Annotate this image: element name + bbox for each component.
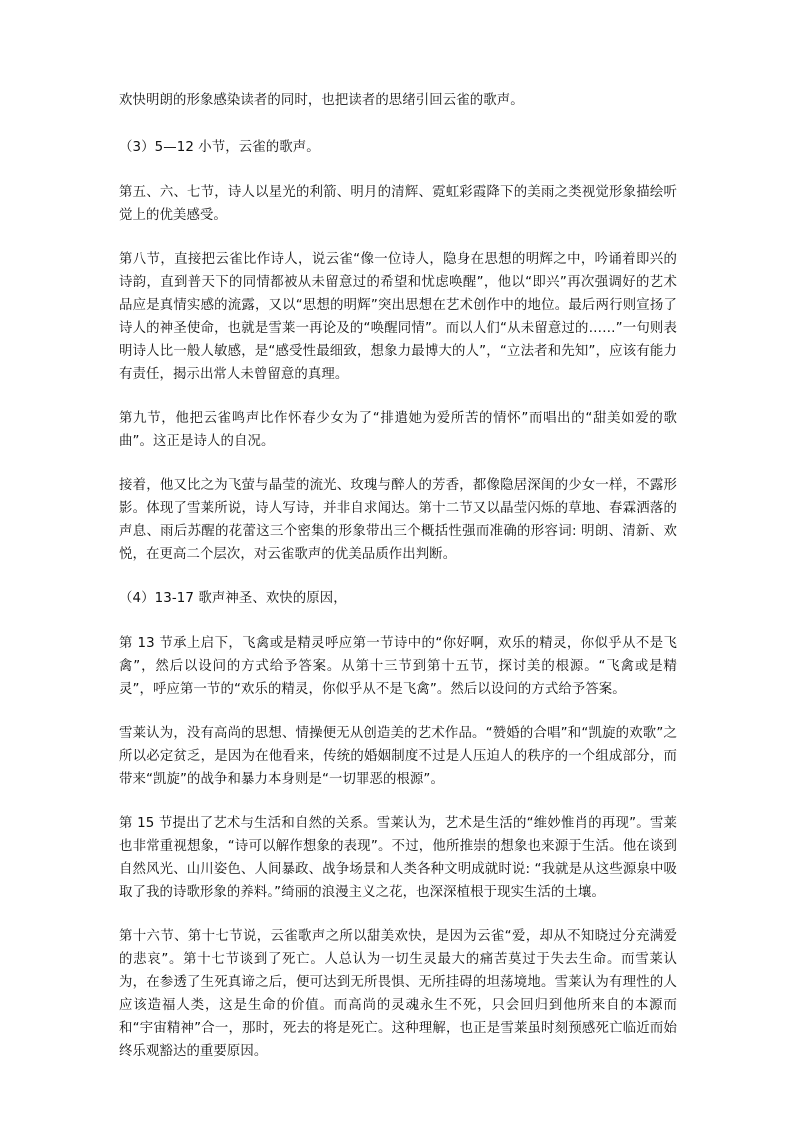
paragraph-stanza-14: 雪莱认为，没有高尚的思想、情操便无从创造美的艺术作品。“赞婚的合唱”和“凯旋的欢歌”之所以必定贫乏，是因为在他看来，传统的婚姻制度不过是人压迫人的秩序的一个组成部分，而带来“凯旋”的战争和暴力本身则是“一切罪恶的根源”。 (119, 726, 677, 787)
section-heading-4: （4）13-17 歌声神圣、欢快的原因， (119, 591, 347, 606)
paragraph-stanzas-16-17: 第十六节、第十七节说，云雀歌声之所以甜美欢快，是因为云雀“爱，却从不知晓过分充满爱的悲哀”。第十七节谈到了死亡。人总认为一切生灵最大的痛苦莫过于失去生命。而雪莱认为，在参透了生死真谛之后，便可达到无所畏惧、无所挂碍的坦荡境地。雪莱认为有理性的人应该造福人类，这是生命的价值。而高尚的灵魂永生不死，只会回归到他所来自的本源而和“宇宙精神”合一，那时，死去的将是死亡。这种理解，也正是雪莱虽时刻预感死亡临近而始终乐观豁达的重要原因。 (119, 929, 677, 1059)
paragraph-stanza-9: 第九节，他把云雀鸣声比作怀春少女为了“排遣她为爱所苦的情怀”而唱出的“甜美如爱的歌曲”。这正是诗人的自况。 (119, 411, 677, 449)
document-body (119, 89, 677, 1084)
paragraph-stanza-8: 第八节，直接把云雀比作诗人，说云雀“像一位诗人，隐身在思想的明辉之中，吟诵着即兴的诗韵，直到普天下的同情都被从未留意过的希望和忧虑唤醒”，他以“即兴”再次强调好的艺术品应是真情实感的流露，又以“思想的明辉”突出思想在艺术创作中的地位。最后两行则宣扬了诗人的神圣使命，也就是雪莱一再论及的“唤醒同情”。而以人们“从未留意过的……”一句则表明诗人比一般人敏感，是“感受性最细致，想象力最博大的人”，“立法者和先知”，应该有能力有责任，揭示出常人未曾留意的真理。 (119, 252, 677, 382)
paragraph-stanzas-10-12: 接着，他又比之为飞萤与晶莹的流光、玫瑰与醉人的芳香，都像隐居深闺的少女一样，不露形影。体现了雪莱所说，诗人写诗，并非自求闻达。第十二节又以晶莹闪烁的草地、春霖洒落的声息、雨后苏醒的花蕾这三个密集的形象带出三个概括性强而准确的形容词: 明朗、清新、欢悦，在更高二个层次，对云雀歌声的优美品质作出判断。 (119, 478, 677, 562)
paragraph-intro-end: 欢快明朗的形象感染读者的同时，也把读者的思绪引回云雀的歌声。 (119, 93, 524, 108)
paragraph-stanza-15: 第 15 节提出了艺术与生活和自然的关系。雪莱认为，艺术是生活的“维妙惟肖的再现”。雪莱也非常重视想象，“诗可以解作想象的表现”。不过，他所推崇的想象也来源于生活。他在谈到自然风光、山川姿色、人间暴政、战争场景和人类各种文明成就时说: “我就是从这些源泉中吸取了我的诗歌形象的养料。”绮丽的浪漫主义之花，也深深植根于现实生活的土壤。 (119, 816, 677, 900)
section-heading-3: （3）5—12 小节，云雀的歌声。 (119, 140, 320, 155)
paragraph-stanza-13: 第 13 节承上启下，飞禽或是精灵呼应第一节诗中的“你好啊，欢乐的精灵，你似乎从不是飞禽”，然后以设问的方式给予答案。从第十三节到第十五节，探讨美的根源。“飞禽或是精灵”，呼应第一节的“欢乐的精灵，你似乎从不是飞禽”。然后以设问的方式给予答案。 (119, 636, 677, 697)
paragraph-stanzas-5-7: 第五、六、七节，诗人以星光的利箭、明月的清辉、霓虹彩霞降下的美雨之类视觉形象描绘听觉上的优美感受。 (119, 185, 677, 223)
